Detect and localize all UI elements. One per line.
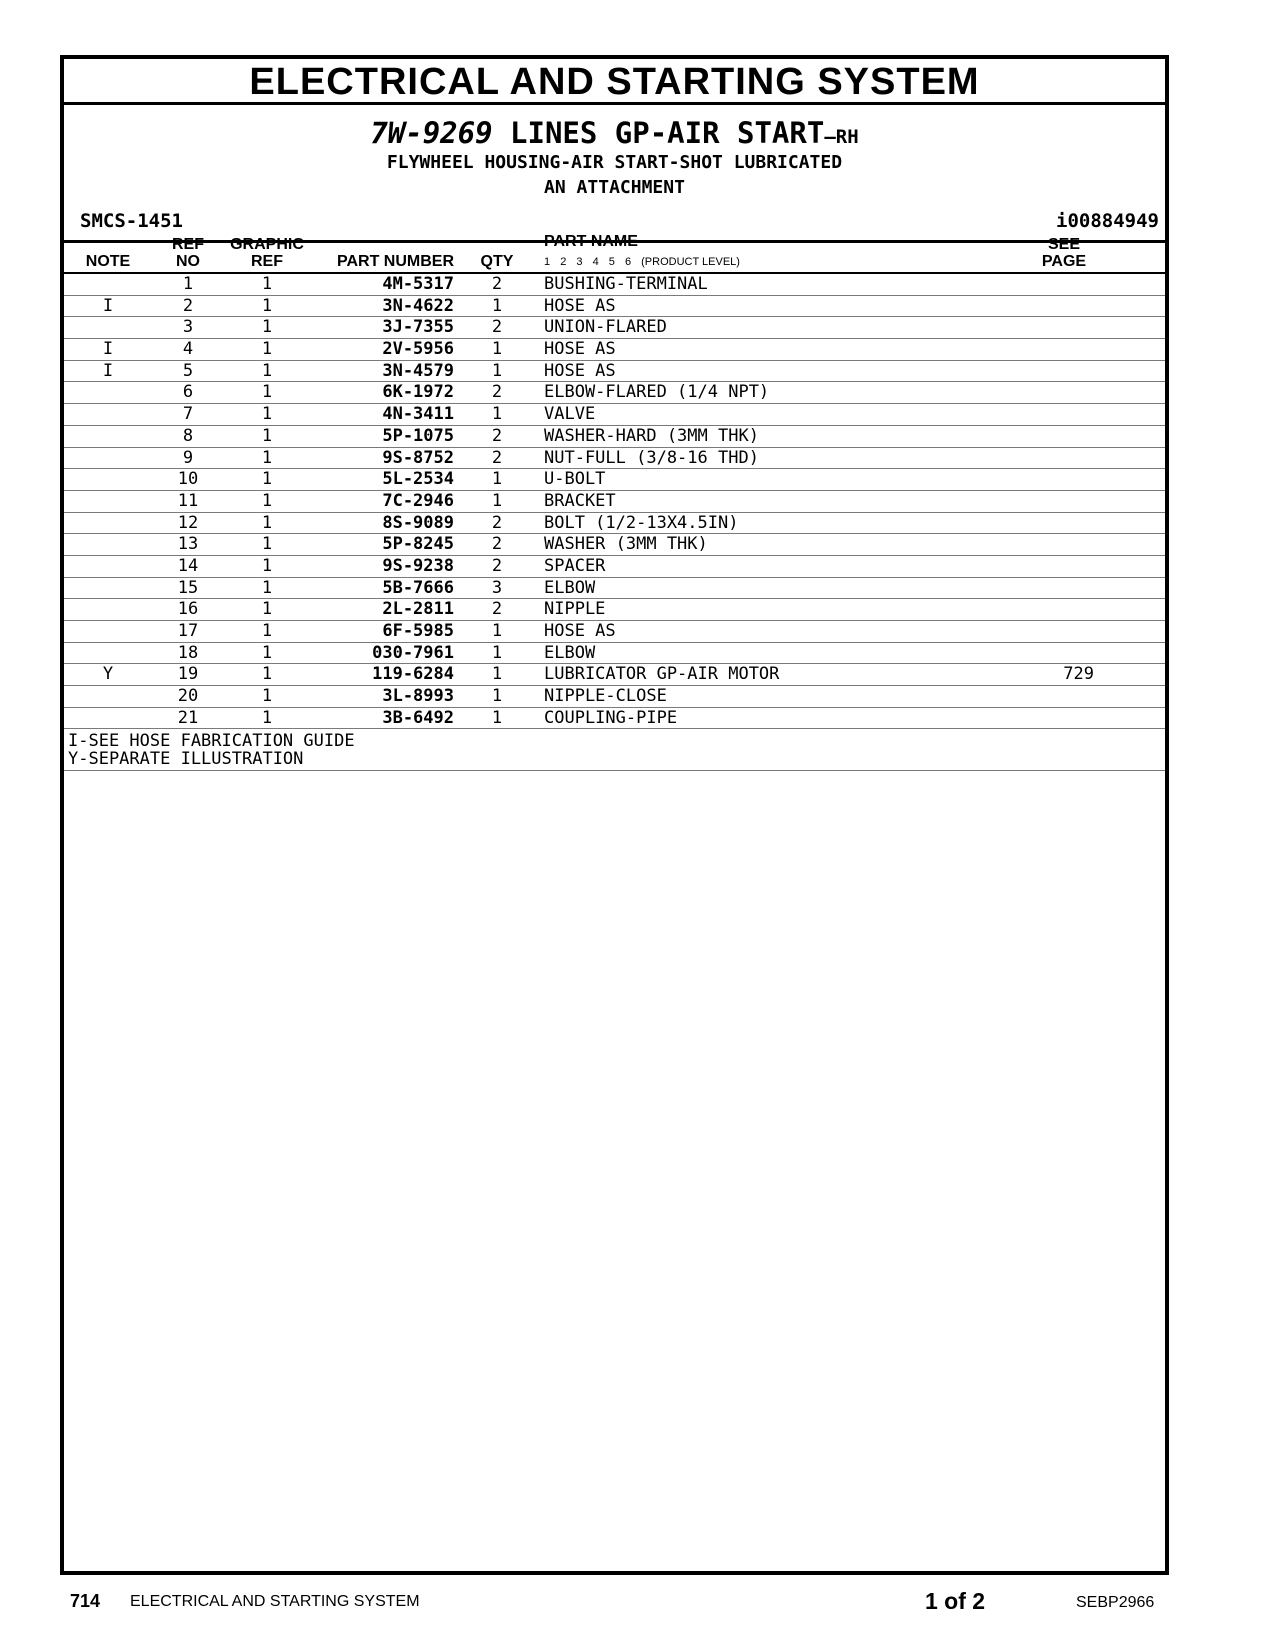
product-level-4: 4 <box>592 256 599 268</box>
cell-graphic-ref: 1 <box>261 512 273 533</box>
product-level-1: 1 <box>544 256 551 268</box>
cell-ref-no: 20 <box>177 686 199 707</box>
cell-note: Y <box>102 664 114 685</box>
cell-qty: 2 <box>491 599 503 620</box>
product-level-3: 3 <box>576 256 583 268</box>
page-number: 714 <box>70 1591 101 1611</box>
cell-part-name: NIPPLE <box>544 599 606 620</box>
table-row <box>64 491 1165 513</box>
cell-qty: 2 <box>491 534 503 555</box>
col-header-graphic-line2: REF <box>251 253 283 270</box>
cell-graphic-ref: 1 <box>261 599 273 620</box>
table-row <box>64 643 1165 665</box>
cell-part-number[interactable]: 5B-7666 <box>382 577 454 598</box>
cell-part-name: HOSE AS <box>544 295 616 316</box>
cell-ref-no: 4 <box>182 339 194 360</box>
table-row <box>64 448 1165 470</box>
cell-part-number[interactable]: 3B-6492 <box>382 707 454 728</box>
table-row <box>64 361 1165 383</box>
cell-part-number[interactable]: 9S-9238 <box>382 555 454 576</box>
cell-graphic-ref: 1 <box>261 621 273 641</box>
col-header-graphic-ref <box>222 236 312 270</box>
cell-graphic-ref: 1 <box>261 295 273 316</box>
cell-part-number[interactable]: 9S-8752 <box>382 447 454 468</box>
page-of-indicator: 1 of 2 <box>925 1588 986 1614</box>
document-id: SEBP2966 <box>1076 1594 1155 1611</box>
table-row <box>64 404 1165 426</box>
cell-part-name: ELBOW-FLARED (1/4 NPT) <box>544 382 770 403</box>
cell-part-number[interactable]: 5P-1075 <box>382 425 454 446</box>
cell-graphic-ref: 1 <box>261 490 273 511</box>
cell-ref-no: 15 <box>177 577 199 598</box>
cell-graphic-ref: 1 <box>261 686 273 707</box>
col-header-part-name: PART NAME <box>544 233 638 250</box>
col-header-see-page <box>1024 236 1104 270</box>
table-row <box>64 599 1165 621</box>
cell-ref-no: 13 <box>177 534 199 555</box>
cell-qty: 1 <box>491 360 503 381</box>
cell-part-number[interactable]: 5L-2534 <box>382 469 454 490</box>
table-row <box>64 708 1165 730</box>
cell-qty: 1 <box>491 621 503 641</box>
cell-qty: 1 <box>491 295 503 316</box>
cell-part-number[interactable]: 7C-2946 <box>382 490 454 511</box>
footer-section-title: ELECTRICAL AND STARTING SYSTEM <box>130 1593 420 1610</box>
cell-graphic-ref: 1 <box>261 707 273 728</box>
cell-ref-no: 12 <box>177 512 199 533</box>
cell-ref-no: 17 <box>177 621 199 641</box>
cell-qty: 2 <box>491 555 503 576</box>
cell-ref-no: 14 <box>177 555 199 576</box>
product-level-5: 5 <box>608 256 615 268</box>
group-title <box>64 115 1165 155</box>
cell-part-name: HOSE AS <box>544 621 616 641</box>
col-header-ref-line2: NO <box>176 253 200 270</box>
cell-part-name: WASHER-HARD (3MM THK) <box>544 425 759 446</box>
cell-qty: 2 <box>491 425 503 446</box>
cell-part-number[interactable]: 3N-4622 <box>382 295 454 316</box>
cell-part-number[interactable]: 3L-8993 <box>382 686 454 707</box>
cell-graphic-ref: 1 <box>261 447 273 468</box>
product-level-label: (PRODUCT LEVEL) <box>641 256 740 268</box>
cell-graphic-ref: 1 <box>261 664 273 685</box>
cell-part-name: LUBRICATOR GP-AIR MOTOR <box>544 664 780 685</box>
notes-rule <box>64 770 1165 771</box>
cell-ref-no: 3 <box>182 317 194 338</box>
cell-part-number[interactable]: 6K-1972 <box>382 382 454 403</box>
table-row <box>64 578 1165 600</box>
cell-qty: 2 <box>491 317 503 338</box>
col-header-ref-no <box>158 236 218 270</box>
cell-see-page[interactable]: 729 <box>1063 664 1094 685</box>
cell-ref-no: 19 <box>177 664 199 685</box>
cell-note: I <box>102 360 114 381</box>
section-title: ELECTRICAL AND STARTING SYSTEM <box>64 59 1165 105</box>
cell-graphic-ref: 1 <box>261 534 273 555</box>
cell-part-name: BUSHING-TERMINAL <box>544 274 708 294</box>
col-header-graphic-line1: GRAPHIC <box>230 236 304 253</box>
cell-ref-no: 9 <box>182 447 194 468</box>
col-header-qty: QTY <box>480 253 514 270</box>
group-number[interactable]: 7W-9269 <box>370 116 493 150</box>
cell-part-number[interactable]: 4M-5317 <box>382 274 454 294</box>
group-subtitle-attachment: AN ATTACHMENT <box>544 177 685 198</box>
cell-part-name: NIPPLE-CLOSE <box>544 686 667 707</box>
cell-qty: 2 <box>491 447 503 468</box>
col-header-note: NOTE <box>85 253 131 270</box>
cell-part-number[interactable]: 6F-5985 <box>382 621 454 641</box>
cell-part-name: VALVE <box>544 404 596 425</box>
cell-graphic-ref: 1 <box>261 382 273 403</box>
cell-graphic-ref: 1 <box>261 425 273 446</box>
cell-part-number[interactable]: 119-6284 <box>372 664 454 685</box>
cell-qty: 2 <box>491 382 503 403</box>
cell-qty: 2 <box>491 512 503 533</box>
col-header-see-line2: PAGE <box>1041 253 1087 270</box>
cell-qty: 1 <box>491 404 503 425</box>
cell-qty: 1 <box>491 469 503 490</box>
cell-ref-no: 5 <box>182 360 194 381</box>
cell-part-number[interactable]: 5P-8245 <box>382 534 454 555</box>
col-header-see-line1: SEE <box>1047 236 1080 253</box>
cell-note: I <box>102 339 114 360</box>
cell-part-number[interactable]: 030-7961 <box>372 642 454 663</box>
cell-part-name: ELBOW <box>544 642 596 663</box>
smcs-code: SMCS-1451 <box>80 210 183 232</box>
cell-graphic-ref: 1 <box>261 317 273 338</box>
table-row <box>64 382 1165 404</box>
cell-ref-no: 18 <box>177 642 199 663</box>
cell-part-name: NUT-FULL (3/8-16 THD) <box>544 447 759 468</box>
table-row <box>64 296 1165 318</box>
cell-part-number[interactable]: 2V-5956 <box>382 339 454 360</box>
note-separate-illustration: Y-SEPARATE ILLUSTRATION <box>68 749 304 769</box>
cell-ref-no: 11 <box>177 490 199 511</box>
cell-ref-no: 10 <box>177 469 199 490</box>
illustration-id: i00884949 <box>1056 210 1159 232</box>
group-subtitle: FLYWHEEL HOUSING-AIR START-SHOT LUBRICATED <box>386 152 843 173</box>
cell-ref-no: 6 <box>182 382 194 403</box>
group-name: LINES GP-AIR START <box>510 116 825 150</box>
cell-ref-no: 1 <box>182 274 194 294</box>
cell-qty: 3 <box>491 577 503 598</box>
cell-part-name: HOSE AS <box>544 339 616 360</box>
table-row <box>64 556 1165 578</box>
col-header-part-number: PART NUMBER <box>336 253 454 270</box>
table-row <box>64 621 1165 643</box>
table-row <box>64 664 1165 686</box>
cell-part-number[interactable]: 4N-3411 <box>382 404 454 425</box>
cell-part-name: BRACKET <box>544 490 616 511</box>
cell-part-number[interactable]: 2L-2811 <box>382 599 454 620</box>
cell-part-name: BOLT (1/2-13X4.5IN) <box>544 512 739 533</box>
table-row <box>64 686 1165 708</box>
product-level-6: 6 <box>624 256 632 268</box>
cell-part-name: HOSE AS <box>544 360 616 381</box>
cell-ref-no: 16 <box>177 599 199 620</box>
cell-qty: 1 <box>491 707 503 728</box>
group-suffix: —RH <box>824 126 859 148</box>
table-row <box>64 534 1165 556</box>
cell-graphic-ref: 1 <box>261 642 273 663</box>
cell-part-name: COUPLING-PIPE <box>544 707 678 728</box>
table-row <box>64 426 1165 448</box>
cell-qty: 1 <box>491 664 503 685</box>
cell-ref-no: 7 <box>182 404 194 425</box>
cell-part-number[interactable]: 3J-7355 <box>382 317 454 338</box>
cell-qty: 1 <box>491 686 503 707</box>
cell-part-name: U-BOLT <box>544 469 606 490</box>
table-row <box>64 317 1165 339</box>
note-hose-fabrication: I-SEE HOSE FABRICATION GUIDE <box>68 731 355 751</box>
cell-part-number[interactable]: 8S-9089 <box>382 512 454 533</box>
cell-qty: 1 <box>491 339 503 360</box>
cell-graphic-ref: 1 <box>261 360 273 381</box>
col-header-product-levels <box>544 254 740 271</box>
cell-qty: 2 <box>491 274 503 294</box>
cell-part-number[interactable]: 3N-4579 <box>382 360 454 381</box>
parts-table <box>64 274 1165 729</box>
cell-part-name: SPACER <box>544 555 606 576</box>
cell-part-name: ELBOW <box>544 577 596 598</box>
page-frame <box>60 55 1169 1575</box>
cell-graphic-ref: 1 <box>261 274 273 294</box>
cell-graphic-ref: 1 <box>261 555 273 576</box>
product-level-2: 2 <box>560 256 567 268</box>
table-row <box>64 513 1165 535</box>
table-row <box>64 339 1165 361</box>
cell-graphic-ref: 1 <box>261 404 273 425</box>
cell-graphic-ref: 1 <box>261 577 273 598</box>
cell-ref-no: 21 <box>177 707 199 728</box>
notes-block <box>68 732 355 768</box>
cell-part-name: UNION-FLARED <box>544 317 667 338</box>
col-header-ref-line1: REF <box>172 236 204 253</box>
cell-qty: 1 <box>491 490 503 511</box>
cell-note: I <box>102 295 114 316</box>
cell-qty: 1 <box>491 642 503 663</box>
cell-ref-no: 8 <box>182 425 194 446</box>
cell-graphic-ref: 1 <box>261 469 273 490</box>
table-row <box>64 469 1165 491</box>
cell-ref-no: 2 <box>182 295 194 316</box>
table-row <box>64 274 1165 296</box>
cell-graphic-ref: 1 <box>261 339 273 360</box>
cell-part-name: WASHER (3MM THK) <box>544 534 708 555</box>
